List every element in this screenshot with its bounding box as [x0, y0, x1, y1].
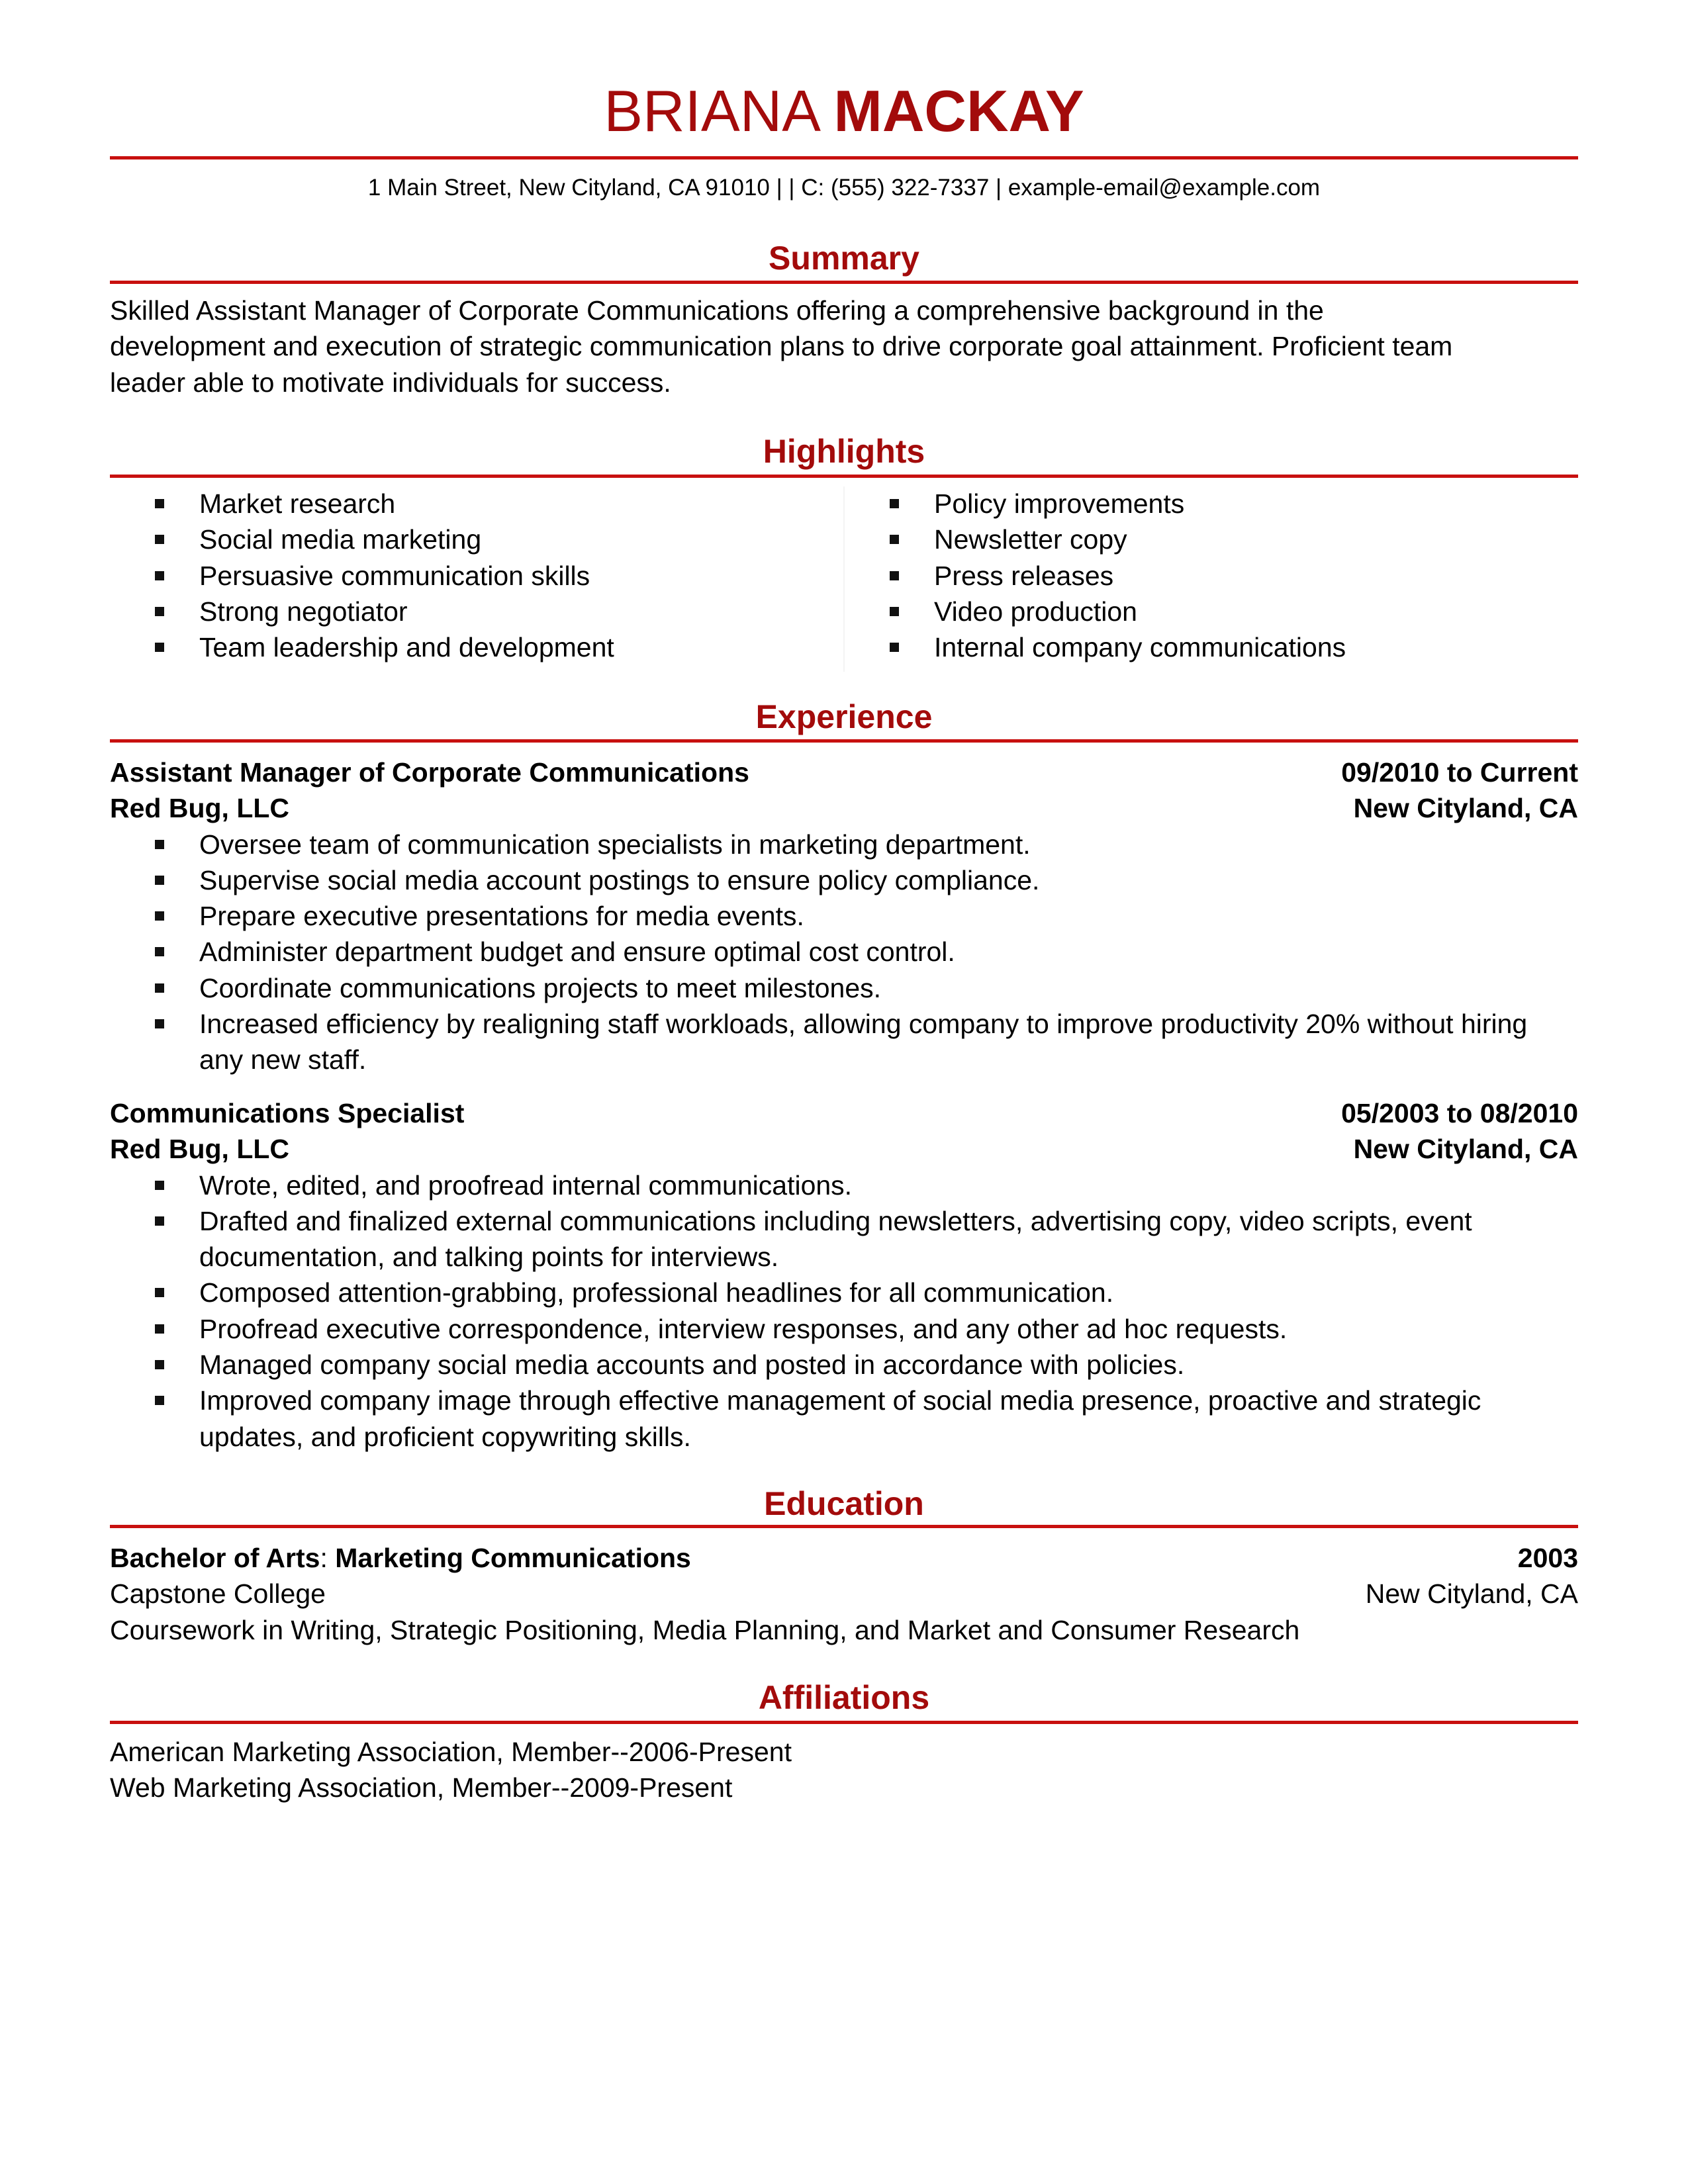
square-bullet-icon [890, 607, 899, 616]
highlight-item: Team leadership and development [110, 629, 838, 665]
job-company: Red Bug, LLC [110, 793, 290, 824]
job-bullet: Prepare executive presentations for media events. [110, 898, 1578, 934]
header-rule [110, 156, 1578, 159]
square-bullet-icon [155, 535, 164, 544]
job-header [110, 754, 1578, 790]
job-company: Red Bug, LLC [110, 1134, 290, 1165]
job-company-row [110, 790, 1578, 826]
job-header [110, 1095, 1578, 1131]
square-bullet-icon [155, 876, 164, 885]
school-location: New Cityland, CA [1365, 1578, 1578, 1610]
summary-text [110, 293, 1578, 400]
highlight-item: Video production [845, 594, 1573, 629]
square-bullet-icon [155, 840, 164, 849]
job-entry [110, 1095, 1578, 1455]
job-bullet: Drafted and finalized external communications including newsletters, advertising copy, video scripts, event documentation, and talking points for interviews. [110, 1203, 1578, 1275]
job-bullet: Increased efficiency by realigning staff workloads, allowing company to improve productivity 20% without hiring any new staff. [110, 1006, 1578, 1078]
square-bullet-icon [890, 571, 899, 580]
job-title: Assistant Manager of Corporate Communications [110, 757, 749, 788]
section-title-highlights: Highlights [763, 433, 925, 470]
job-title: Communications Specialist [110, 1098, 465, 1128]
highlight-item: Policy improvements [845, 486, 1573, 522]
candidate-name [110, 78, 1578, 144]
degree-separator: : [320, 1543, 336, 1573]
section-title-summary: Summary [769, 240, 919, 277]
job-company-row [110, 1131, 1578, 1167]
job-bullets [110, 1167, 1578, 1455]
job-bullet: Administer department budget and ensure optimal cost control. [110, 934, 1578, 970]
affiliation-item: Web Marketing Association, Member--2009-Present [110, 1772, 733, 1803]
square-bullet-icon [155, 607, 164, 616]
summary-line: Skilled Assistant Manager of Corporate Communications offering a comprehensive background in the [110, 295, 1324, 326]
square-bullet-icon [155, 1288, 164, 1297]
summary-rule [110, 281, 1578, 284]
square-bullet-icon [155, 1360, 164, 1369]
summary-line: leader able to motivate individuals for success. [110, 367, 671, 398]
highlight-item: Social media marketing [110, 522, 838, 557]
coursework: Coursework in Writing, Strategic Positioning, Media Planning, and Market and Consumer Research [110, 1614, 1300, 1645]
first-name: BRIANA [604, 78, 818, 144]
square-bullet-icon [890, 643, 899, 652]
job-bullets [110, 827, 1578, 1078]
degree-row [110, 1540, 1578, 1576]
highlights-rule [110, 475, 1578, 478]
square-bullet-icon [155, 1019, 164, 1028]
graduation-year: 2003 [1517, 1543, 1578, 1573]
square-bullet-icon [155, 571, 164, 580]
affiliations-list [110, 1734, 1578, 1806]
job-bullet: Coordinate communications projects to meet milestones. [110, 970, 1578, 1006]
highlight-item: Internal company communications [845, 629, 1573, 665]
square-bullet-icon [155, 947, 164, 956]
job-bullet: Oversee team of communication specialists in marketing department. [110, 827, 1578, 862]
job-bullet: Composed attention-grabbing, professional headlines for all communication. [110, 1275, 1578, 1310]
degree-major: Marketing Communications [335, 1543, 691, 1573]
highlight-item: Strong negotiator [110, 594, 838, 629]
job-bullet: Wrote, edited, and proofread internal communications. [110, 1167, 1578, 1203]
highlight-item: Newsletter copy [845, 522, 1573, 557]
square-bullet-icon [155, 1396, 164, 1405]
square-bullet-icon [155, 1324, 164, 1334]
education-rule [110, 1525, 1578, 1528]
summary-line: development and execution of strategic communication plans to drive corporate goal attainment. Proficient team [110, 331, 1453, 362]
job-location: New Cityland, CA [1353, 1134, 1578, 1165]
square-bullet-icon [155, 983, 164, 993]
school-row [110, 1576, 1578, 1612]
highlight-item: Persuasive communication skills [110, 558, 838, 594]
job-dates: 09/2010 to Current [1341, 757, 1578, 788]
experience-rule [110, 739, 1578, 743]
job-bullet: Managed company social media accounts and posted in accordance with policies. [110, 1347, 1578, 1383]
job-dates: 05/2003 to 08/2010 [1341, 1098, 1578, 1128]
job-location: New Cityland, CA [1353, 793, 1578, 824]
highlight-item: Press releases [845, 558, 1573, 594]
square-bullet-icon [890, 499, 899, 508]
coursework-row [110, 1612, 1578, 1648]
highlights-left-column [110, 486, 838, 665]
square-bullet-icon [155, 1181, 164, 1190]
affiliations-rule [110, 1721, 1578, 1724]
job-entry [110, 754, 1578, 1078]
square-bullet-icon [890, 535, 899, 544]
degree [110, 1540, 691, 1576]
contact-line: 1 Main Street, New Cityland, CA 91010 | | C: (555) 322-7337 | example-email@example.com [367, 175, 1321, 201]
highlight-item: Market research [110, 486, 838, 522]
job-bullet: Proofread executive correspondence, interview responses, and any other ad hoc requests. [110, 1311, 1578, 1347]
square-bullet-icon [155, 911, 164, 921]
school-name: Capstone College [110, 1578, 326, 1610]
degree-type: Bachelor of Arts [110, 1543, 320, 1573]
square-bullet-icon [155, 1216, 164, 1226]
job-bullet: Supervise social media account postings to ensure policy compliance. [110, 862, 1578, 898]
square-bullet-icon [155, 643, 164, 652]
affiliation-item: American Marketing Association, Member--2006-Present [110, 1737, 792, 1767]
section-title-education: Education [764, 1485, 924, 1522]
last-name: MACKAY [833, 78, 1084, 144]
section-title-affiliations: Affiliations [758, 1679, 930, 1716]
job-bullet: Improved company image through effective management of social media presence, proactive and strategic updates, and proficient copywriting skills. [110, 1383, 1578, 1455]
highlights-right-column [845, 486, 1573, 665]
square-bullet-icon [155, 499, 164, 508]
education-entry [110, 1540, 1578, 1648]
section-title-experience: Experience [755, 698, 933, 735]
